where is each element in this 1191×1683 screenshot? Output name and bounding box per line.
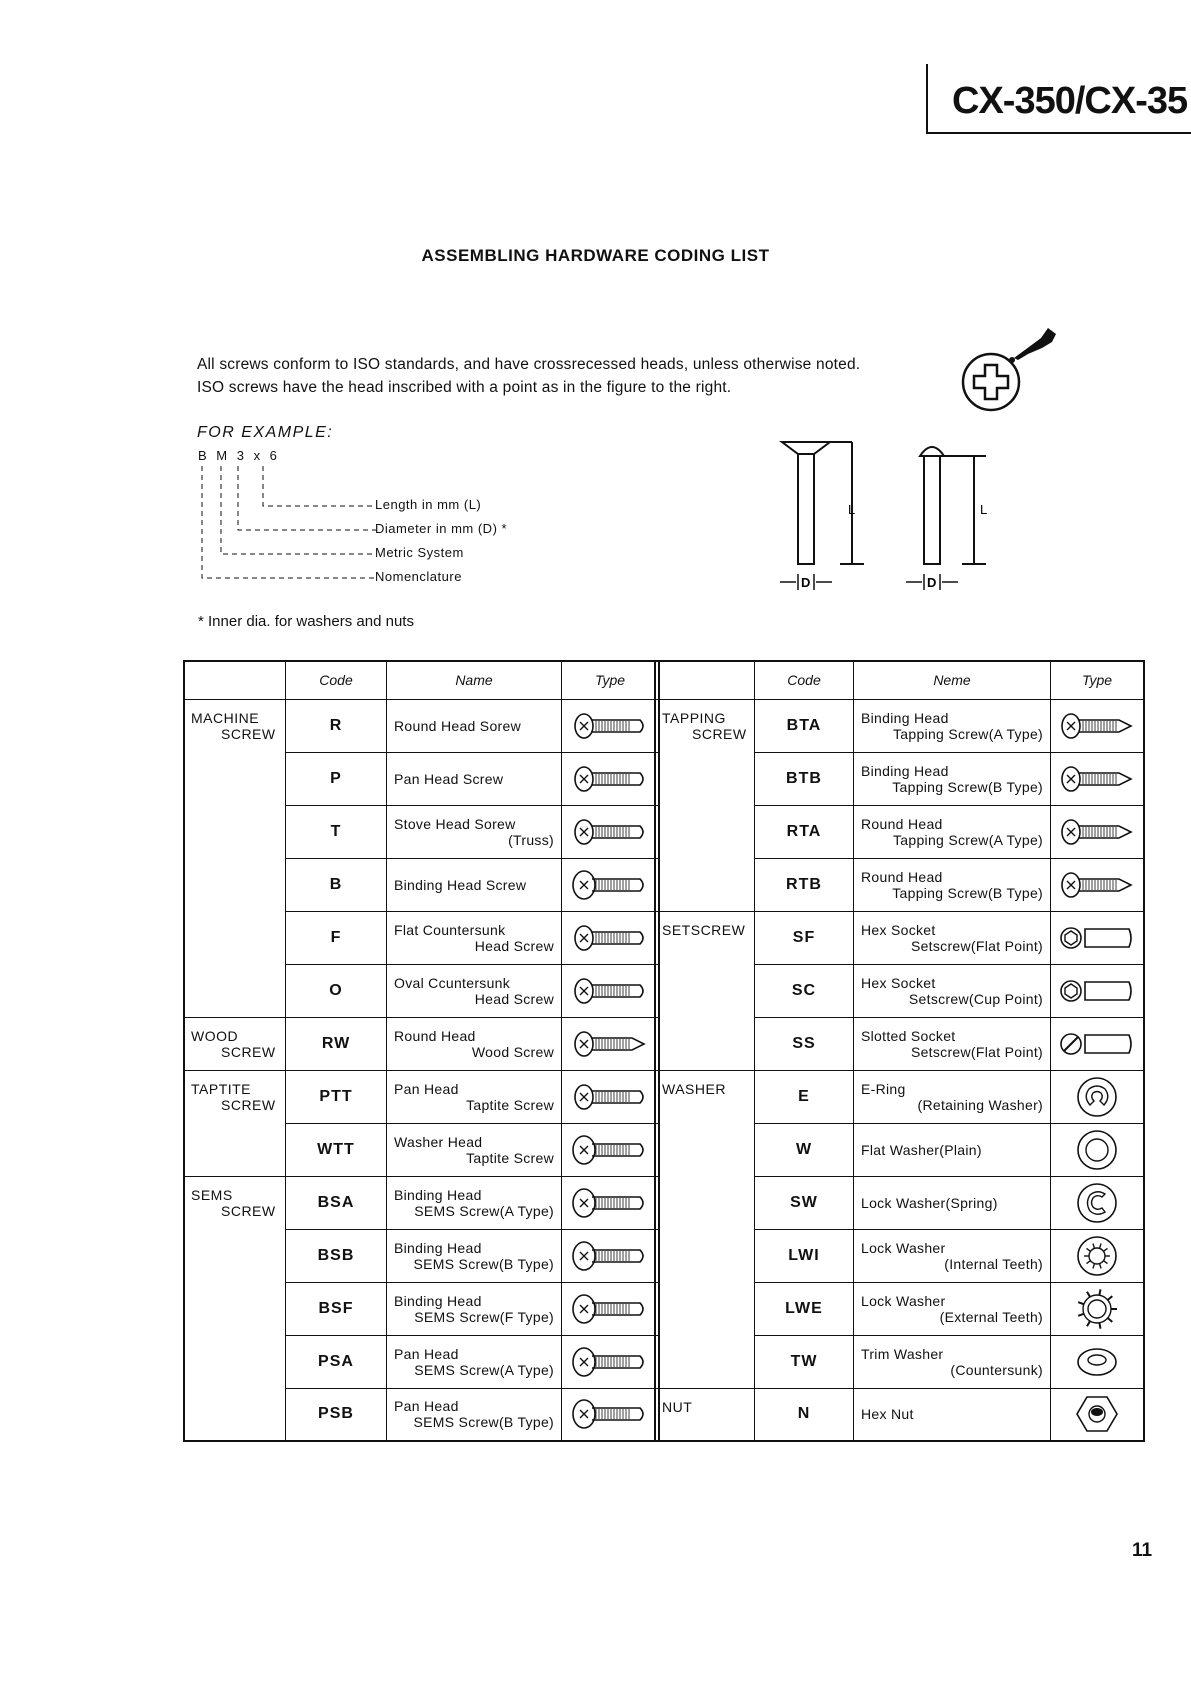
group-label-2: SCREW — [221, 725, 276, 742]
name-line-2: SEMS Screw(F Type) — [414, 1308, 554, 1325]
spring-lock-washer-icon — [1051, 1181, 1143, 1225]
truss-head-screw-icon — [562, 815, 658, 849]
name-line-1: Lock Washer — [861, 1292, 946, 1309]
table-row — [184, 1388, 659, 1441]
legend-length: Length in mm (L) — [375, 497, 482, 512]
header-type: Type — [1051, 661, 1145, 699]
name-cell — [387, 1229, 562, 1282]
type-cell — [562, 1017, 660, 1070]
group-cell — [184, 1229, 286, 1282]
screw-dimension-figure-icon — [770, 436, 1010, 596]
code-cell: O — [286, 964, 387, 1017]
group-cell — [655, 964, 755, 1017]
name-line-2: Wood Screw — [471, 1043, 554, 1060]
code-cell: BTA — [755, 699, 854, 752]
table-row — [184, 805, 659, 858]
type-cell — [562, 911, 660, 964]
code-cell: N — [755, 1388, 854, 1441]
group-cell — [184, 1388, 286, 1441]
code-cell: SW — [755, 1176, 854, 1229]
group-label: SETSCREW — [662, 921, 746, 938]
name-line-1: Round Head — [861, 815, 943, 832]
name-line-2: (Truss) — [508, 831, 554, 848]
type-cell — [562, 1229, 660, 1282]
type-cell — [1051, 911, 1145, 964]
code-cell: RTB — [755, 858, 854, 911]
group-label: NUT — [662, 1398, 693, 1415]
pan-taptite-screw-icon — [562, 1080, 658, 1114]
hex-nut-icon — [1051, 1392, 1143, 1436]
table-row — [184, 1017, 659, 1070]
page-title: ASSEMBLING HARDWARE CODING LIST — [421, 246, 770, 265]
name-line-2: Tapping Screw(B Type) — [892, 884, 1043, 901]
page-number: 11 — [1132, 1540, 1153, 1561]
name-line-1: Pan Head — [394, 1398, 459, 1415]
sems-screw-icon — [562, 1239, 658, 1273]
name-line-1: Flat Countersunk — [394, 921, 506, 938]
name-line-2: Setscrew(Cup Point) — [908, 990, 1043, 1007]
sems-screw-icon — [562, 1292, 658, 1326]
group-cell — [184, 805, 286, 858]
code-cell: BSB — [286, 1229, 387, 1282]
name-cell — [854, 1176, 1051, 1229]
group-cell — [184, 1176, 286, 1229]
group-cell — [655, 911, 755, 964]
name-line-2: SEMS Screw(B Type) — [413, 1414, 554, 1431]
header-type: Type — [562, 661, 660, 699]
table-row — [655, 805, 1144, 858]
hex-socket-setscrew-icon — [1051, 974, 1143, 1008]
name-line-1: Lock Washer — [861, 1239, 946, 1256]
table-row — [655, 911, 1144, 964]
type-cell — [562, 699, 660, 752]
code-cell: PTT — [286, 1070, 387, 1123]
group-cell — [655, 1282, 755, 1335]
table-row — [184, 1176, 659, 1229]
example-code: B M 3 x 6 — [198, 448, 280, 463]
group-cell — [655, 805, 755, 858]
sems-screw-icon — [562, 1186, 658, 1220]
type-cell — [562, 1070, 660, 1123]
sems-screw-icon — [562, 1345, 658, 1379]
name-line-2: (External Teeth) — [939, 1308, 1043, 1325]
group-cell — [655, 1017, 755, 1070]
name-cell — [854, 699, 1051, 752]
group-cell — [184, 752, 286, 805]
name-cell — [387, 752, 562, 805]
name-line-1: Round Head — [394, 1027, 476, 1044]
name-line-1: Pan Head — [394, 1345, 459, 1362]
name-line-1: Binding Head — [394, 1292, 482, 1309]
group-cell — [184, 1123, 286, 1176]
code-cell: PSB — [286, 1388, 387, 1441]
header-name: Name — [387, 661, 562, 699]
code-cell: P — [286, 752, 387, 805]
tapping-screw-icon — [1051, 709, 1143, 743]
table-row — [655, 1176, 1144, 1229]
group-label: TAPPING — [662, 709, 726, 726]
name-cell — [387, 1123, 562, 1176]
name-line-1: Binding Head — [861, 762, 949, 779]
name-cell — [854, 1070, 1051, 1123]
name-line-2: Head Screw — [474, 937, 554, 954]
table-row — [655, 858, 1144, 911]
type-cell — [1051, 699, 1145, 752]
name-line-1: Round Head — [861, 868, 943, 885]
name-cell — [387, 1388, 562, 1441]
washer-taptite-screw-icon — [562, 1133, 658, 1167]
name-line-1: Hex Socket — [861, 921, 936, 938]
table-row — [184, 964, 659, 1017]
name-line-1: Hex Nut — [861, 1406, 914, 1423]
group-cell — [655, 1176, 755, 1229]
name-line-2: Setscrew(Flat Point) — [910, 937, 1043, 954]
group-cell — [655, 1388, 755, 1441]
name-cell — [854, 1229, 1051, 1282]
table-row — [184, 752, 659, 805]
round-head-screw-icon — [562, 709, 658, 743]
type-cell — [1051, 1388, 1145, 1441]
code-cell: W — [755, 1123, 854, 1176]
type-cell — [562, 752, 660, 805]
table-row — [655, 1123, 1144, 1176]
group-cell — [655, 1070, 755, 1123]
type-cell — [1051, 805, 1145, 858]
code-cell: BSF — [286, 1282, 387, 1335]
pan-head-screw-icon — [562, 762, 658, 796]
name-line-2: (Countersunk) — [950, 1361, 1043, 1378]
name-cell — [387, 964, 562, 1017]
table-row — [655, 1335, 1144, 1388]
name-cell — [854, 1335, 1051, 1388]
table-row — [184, 1229, 659, 1282]
name-cell — [387, 1176, 562, 1229]
group-label-2: SCREW — [221, 1202, 276, 1219]
group-cell — [184, 1070, 286, 1123]
iso-head-figure-icon — [958, 322, 1088, 422]
type-cell — [1051, 1176, 1145, 1229]
name-line-1: Flat Washer(Plain) — [861, 1141, 982, 1158]
binding-head-screw-icon — [562, 868, 658, 902]
code-cell: F — [286, 911, 387, 964]
name-cell — [387, 858, 562, 911]
table-row — [655, 1017, 1144, 1070]
group-cell — [655, 752, 755, 805]
group-cell — [655, 699, 755, 752]
group-cell — [184, 699, 286, 752]
name-cell — [387, 805, 562, 858]
group-cell — [184, 1335, 286, 1388]
type-cell — [562, 964, 660, 1017]
name-line-1: Washer Head — [394, 1133, 483, 1150]
code-cell: SC — [755, 964, 854, 1017]
group-cell — [655, 1123, 755, 1176]
header-code: Code — [755, 661, 854, 699]
type-cell — [1051, 1123, 1145, 1176]
code-cell: RW — [286, 1017, 387, 1070]
table-row — [184, 1070, 659, 1123]
right-hardware-table — [654, 660, 1145, 1442]
type-cell — [1051, 964, 1145, 1017]
code-cell: E — [755, 1070, 854, 1123]
name-line-1: Binding Head — [861, 709, 949, 726]
sems-screw-icon — [562, 1397, 658, 1431]
table-row — [655, 1282, 1144, 1335]
table-row — [655, 752, 1144, 805]
name-cell — [387, 699, 562, 752]
table-row — [184, 858, 659, 911]
name-line-1: Pan Head Screw — [394, 770, 504, 787]
header-name: Neme — [854, 661, 1051, 699]
oval-countersunk-screw-icon — [562, 974, 658, 1008]
type-cell — [562, 1335, 660, 1388]
model-number: CX-350/CX-35 — [952, 80, 1188, 122]
name-line-1: Binding Head — [394, 1186, 482, 1203]
group-cell — [184, 911, 286, 964]
type-cell — [1051, 1229, 1145, 1282]
table-row — [184, 1335, 659, 1388]
internal-tooth-washer-icon — [1051, 1234, 1143, 1278]
name-line-1: E-Ring — [861, 1080, 906, 1097]
table-row — [184, 1282, 659, 1335]
type-cell — [1051, 1282, 1145, 1335]
name-line-1: Binding Head Screw — [394, 876, 527, 893]
dim-d-label-2: D — [927, 575, 937, 590]
code-cell: T — [286, 805, 387, 858]
name-line-2: Taptite Screw — [466, 1149, 554, 1166]
group-label-2: SCREW — [221, 1096, 276, 1113]
code-cell: LWI — [755, 1229, 854, 1282]
name-cell — [387, 1070, 562, 1123]
flat-countersunk-screw-icon — [562, 921, 658, 955]
header-group — [184, 661, 286, 699]
flat-washer-icon — [1051, 1128, 1143, 1172]
code-cell: BSA — [286, 1176, 387, 1229]
name-cell — [854, 964, 1051, 1017]
name-cell — [854, 752, 1051, 805]
legend-diameter: Diameter in mm (D) * — [375, 521, 508, 536]
code-cell: TW — [755, 1335, 854, 1388]
name-line-2: (Internal Teeth) — [944, 1255, 1043, 1272]
code-cell: PSA — [286, 1335, 387, 1388]
type-cell — [562, 1123, 660, 1176]
name-cell — [854, 1388, 1051, 1441]
slotted-setscrew-icon — [1051, 1027, 1143, 1061]
legend-nomenclature: Nomenclature — [375, 569, 462, 584]
example-legend-lines — [196, 466, 376, 586]
code-cell: RTA — [755, 805, 854, 858]
group-label: TAPTITE — [191, 1080, 252, 1097]
code-cell: SF — [755, 911, 854, 964]
group-cell — [655, 1335, 755, 1388]
type-cell — [562, 1176, 660, 1229]
code-cell: B — [286, 858, 387, 911]
code-cell: R — [286, 699, 387, 752]
group-cell — [655, 858, 755, 911]
group-cell — [184, 964, 286, 1017]
name-line-2: SEMS Screw(A Type) — [414, 1361, 554, 1378]
name-cell — [854, 1017, 1051, 1070]
legend-metric-system: Metric System — [375, 545, 464, 560]
name-line-2: Setscrew(Flat Point) — [910, 1043, 1043, 1060]
tapping-screw-icon — [1051, 815, 1143, 849]
external-tooth-washer-icon — [1051, 1287, 1143, 1331]
name-cell — [387, 911, 562, 964]
group-cell — [184, 858, 286, 911]
name-line-1: Slotted Socket — [861, 1027, 956, 1044]
left-hardware-table — [183, 660, 660, 1442]
table-row — [655, 1070, 1144, 1123]
group-label: MACHINE — [191, 709, 260, 726]
name-line-1: Binding Head — [394, 1239, 482, 1256]
name-line-1: Trim Washer — [861, 1345, 944, 1362]
dim-d-label: D — [801, 575, 811, 590]
group-label-2: SCREW — [221, 1043, 276, 1060]
name-cell — [387, 1282, 562, 1335]
table-row — [184, 1123, 659, 1176]
group-label: WASHER — [662, 1080, 726, 1097]
name-cell — [854, 805, 1051, 858]
code-cell: WTT — [286, 1123, 387, 1176]
code-cell: LWE — [755, 1282, 854, 1335]
name-cell — [854, 858, 1051, 911]
wood-screw-icon — [562, 1027, 658, 1061]
table-row — [655, 699, 1144, 752]
table-row — [655, 1388, 1144, 1441]
code-cell: SS — [755, 1017, 854, 1070]
type-cell — [562, 858, 660, 911]
type-cell — [1051, 1017, 1145, 1070]
group-label: SEMS — [191, 1186, 233, 1203]
name-line-2: Tapping Screw(A Type) — [892, 831, 1043, 848]
table-row — [655, 1229, 1144, 1282]
table-row — [184, 911, 659, 964]
name-line-2: SEMS Screw(A Type) — [414, 1202, 554, 1219]
header-code: Code — [286, 661, 387, 699]
group-cell — [184, 1017, 286, 1070]
group-label-2: SCREW — [692, 725, 747, 742]
name-line-1: Hex Socket — [861, 974, 936, 991]
name-line-1: Oval Ccuntersunk — [394, 974, 511, 991]
example-label: FOR EXAMPLE: — [197, 424, 334, 441]
intro-line-2: ISO screws have the head inscribed with a point as in the figure to the right. — [197, 379, 732, 396]
type-cell — [1051, 1070, 1145, 1123]
type-cell — [1051, 1335, 1145, 1388]
header-group — [655, 661, 755, 699]
name-cell — [387, 1335, 562, 1388]
trim-washer-icon — [1051, 1340, 1143, 1384]
type-cell — [562, 1388, 660, 1441]
name-line-1: Stove Head Sorew — [394, 815, 516, 832]
table-row — [655, 964, 1144, 1017]
name-cell — [854, 1282, 1051, 1335]
type-cell — [562, 805, 660, 858]
tapping-screw-icon — [1051, 868, 1143, 902]
tapping-screw-icon — [1051, 762, 1143, 796]
type-cell — [562, 1282, 660, 1335]
intro-line-1: All screws conform to ISO standards, and have crossrecessed heads, unless otherwise noted. — [197, 356, 861, 373]
group-cell — [184, 1282, 286, 1335]
dim-l-label-2: L — [980, 502, 988, 517]
type-cell — [1051, 752, 1145, 805]
name-line-2: Tapping Screw(B Type) — [892, 778, 1043, 795]
name-line-2: Tapping Screw(A Type) — [892, 725, 1043, 742]
name-line-2: SEMS Screw(B Type) — [413, 1255, 554, 1272]
name-line-2: Taptite Screw — [466, 1096, 554, 1113]
name-line-2: (Retaining Washer) — [917, 1096, 1043, 1113]
table-row — [184, 699, 659, 752]
e-ring-icon — [1051, 1075, 1143, 1119]
name-cell — [854, 1123, 1051, 1176]
name-line-1: Pan Head — [394, 1080, 459, 1097]
group-cell — [655, 1229, 755, 1282]
name-cell — [387, 1017, 562, 1070]
dim-l-label: L — [848, 502, 856, 517]
name-line-1: Round Head Sorew — [394, 717, 521, 734]
type-cell — [1051, 858, 1145, 911]
hex-socket-setscrew-icon — [1051, 921, 1143, 955]
code-cell: BTB — [755, 752, 854, 805]
name-line-2: Head Screw — [474, 990, 554, 1007]
name-cell — [854, 911, 1051, 964]
group-label: WOOD — [191, 1027, 239, 1044]
footnote: * Inner dia. for washers and nuts — [198, 613, 414, 630]
name-line-1: Lock Washer(Spring) — [861, 1194, 998, 1211]
